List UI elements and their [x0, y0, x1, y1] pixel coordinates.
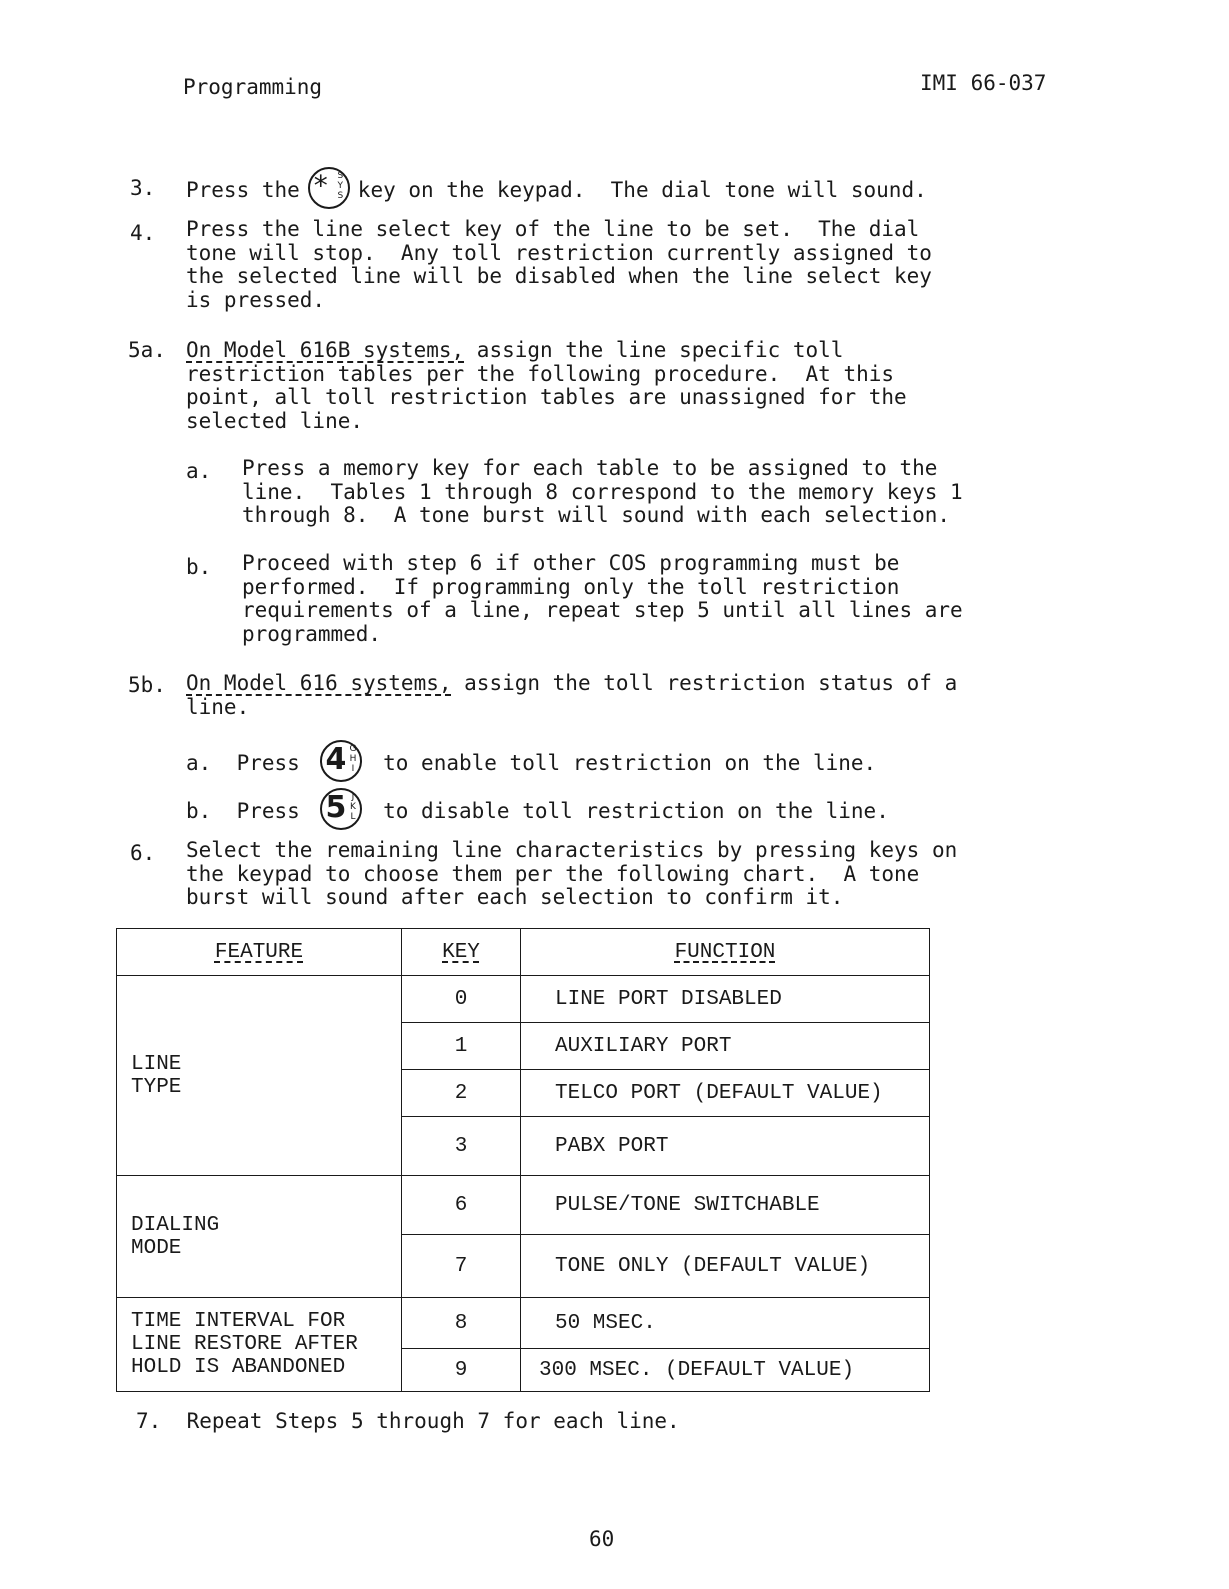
step-6-text: Select the remaining line characteristics by pressing keys on the keypad to choose them per the following chart. A tone burst will sound after each selection to confirm it. [186, 838, 958, 909]
key-cell: 3 [402, 1117, 521, 1176]
step-3-number: 3. [130, 176, 156, 200]
page-number: 60 [589, 1527, 615, 1551]
step-3-text: Press the * S Y S key on the keypad. The dial tone will sound. [186, 170, 927, 212]
key-cell: 8 [402, 1298, 521, 1349]
step-5b-b-text: b. Press 5 J K L to disable toll restriction on the line. [186, 791, 889, 833]
function-cell: TELCO PORT (DEFAULT VALUE) [521, 1070, 930, 1117]
function-column-header: FUNCTION [521, 929, 930, 976]
key-cell: 1 [402, 1023, 521, 1070]
feature-cell: DIALING MODE [117, 1176, 402, 1298]
step-5a-a-text: Press a memory key for each table to be assigned to the line. Tables 1 through 8 correspond to the memory keys 1 through 8. A tone burst will sound with each selection. [242, 456, 963, 527]
table-row [117, 1176, 930, 1235]
function-cell: 300 MSEC. (DEFAULT VALUE) [521, 1349, 930, 1392]
key-cell: 9 [402, 1349, 521, 1392]
key-cell: 7 [402, 1235, 521, 1298]
table-row [117, 1298, 930, 1349]
function-cell: LINE PORT DISABLED [521, 976, 930, 1023]
document-id: IMI 66-037 [920, 71, 1047, 95]
step-5a-text: On Model 616B systems, assign the line specific toll restriction tables per the following procedure. At this point, all toll restriction tables are unassigned for the selected line. [186, 338, 907, 433]
function-cell: TONE ONLY (DEFAULT VALUE) [521, 1235, 930, 1298]
key-cell: 2 [402, 1070, 521, 1117]
step-5a-a-label: a. [186, 459, 212, 483]
key-cell: 6 [402, 1176, 521, 1235]
step-5a-b-text: Proceed with step 6 if other COS programming must be performed. If programming only the toll restriction requirements of a line, repeat step 5 until all lines are programmed. [242, 551, 963, 646]
step-5b-number: 5b. [128, 673, 166, 697]
table-row [117, 976, 930, 1023]
key-cell: 0 [402, 976, 521, 1023]
step-5a-b-label: b. [186, 555, 212, 579]
section-title: Programming [183, 75, 323, 99]
step-7-text: 7. Repeat Steps 5 through 7 for each line. [136, 1409, 680, 1433]
function-cell: 50 MSEC. [521, 1298, 930, 1349]
feature-cell: TIME INTERVAL FOR LINE RESTORE AFTER HOLD IS ABANDONED [117, 1298, 402, 1392]
key-column-header: KEY [402, 929, 521, 976]
table-header-row [117, 929, 930, 976]
step-5b-text: On Model 616 systems, assign the toll restriction status of a line. [186, 671, 958, 719]
step-6-number: 6. [130, 841, 156, 865]
feature-column-header: FEATURE [117, 929, 402, 976]
feature-key-function-table [116, 928, 930, 1392]
step-5b-a-text: a. Press 4 G H I to enable toll restriction on the line. [186, 743, 876, 785]
feature-cell: LINE TYPE [117, 976, 402, 1176]
function-cell: PABX PORT [521, 1117, 930, 1176]
function-cell: PULSE/TONE SWITCHABLE [521, 1176, 930, 1235]
key-4-ghi-icon: 4 G H I [320, 740, 362, 782]
step-5a-number: 5a. [128, 338, 166, 362]
step-4-number: 4. [130, 221, 156, 245]
function-cell: AUXILIARY PORT [521, 1023, 930, 1070]
step-4-text: Press the line select key of the line to be set. The dial tone will stop. Any toll restriction currently assigned to the selected line will be disabled when the line select key is pressed. [186, 217, 932, 312]
key-5-jkl-icon: 5 J K L [320, 788, 362, 830]
star-sys-key-icon: * S Y S [308, 167, 350, 209]
